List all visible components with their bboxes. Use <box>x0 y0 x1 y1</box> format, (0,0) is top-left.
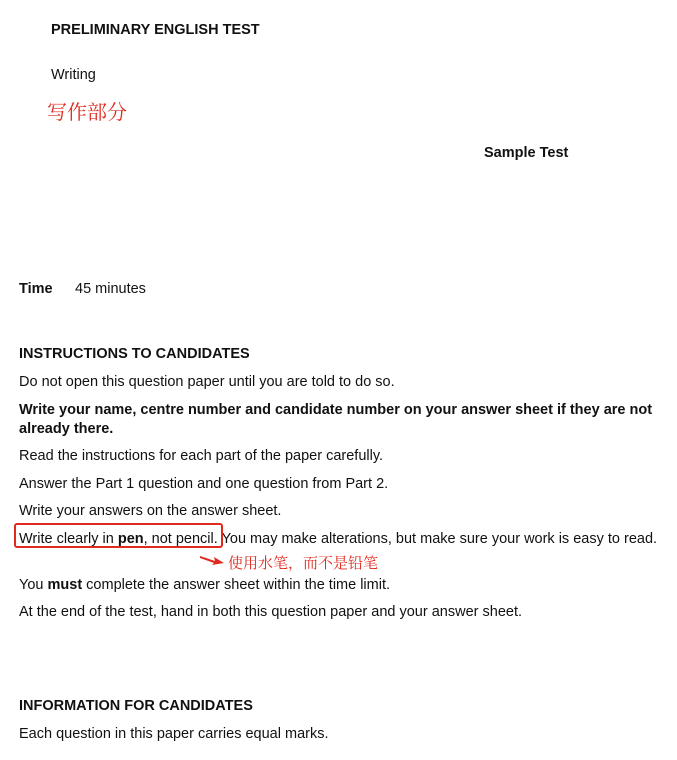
time-value: 45 minutes <box>75 281 146 297</box>
paper-name-chinese: 写作部分 <box>47 102 127 124</box>
exam-title: PRELIMINARY ENGLISH TEST <box>51 22 260 38</box>
instructions-heading: INSTRUCTIONS TO CANDIDATES <box>19 346 250 362</box>
sample-test-label: Sample Test <box>484 145 569 161</box>
instruction-line-8: At the end of the test, hand in both this question paper and your answer sheet. <box>19 604 523 620</box>
must-text-start: You <box>19 577 48 593</box>
must-word: must <box>47 577 83 593</box>
instruction-line-4: Answer the Part 1 question and one question from Part 2. <box>19 476 389 492</box>
pen-instruction-end: , not pencil. <box>143 531 218 547</box>
highlight-box <box>14 523 223 548</box>
information-line-1: Each question in this paper carries equal marks. <box>19 726 329 742</box>
instruction-line-1: Do not open this question paper until you are told to do so. <box>19 374 395 390</box>
instruction-line-2: Write your name, centre number and candidate number on your answer sheet if they are not already there. <box>19 402 653 437</box>
pen-instruction-start: Write clearly in <box>19 531 118 547</box>
annotation-note: 使用水笔，而不是铅笔 <box>228 555 379 572</box>
instruction-line-7 <box>19 577 390 593</box>
instruction-line-5: Write your answers on the answer sheet. <box>19 503 282 519</box>
alterations-text: You may make alterations, but make sure your work is easy to read. <box>217 531 658 547</box>
time-label: Time <box>19 281 53 297</box>
instruction-line-3: Read the instructions for each part of the paper carefully. <box>19 448 384 464</box>
pen-word: pen <box>117 531 144 547</box>
must-text-end: complete the answer sheet within the time limit. <box>82 577 391 593</box>
paper-name: Writing <box>51 67 96 83</box>
information-heading: INFORMATION FOR CANDIDATES <box>19 698 253 714</box>
arrow-right-icon <box>199 553 225 567</box>
